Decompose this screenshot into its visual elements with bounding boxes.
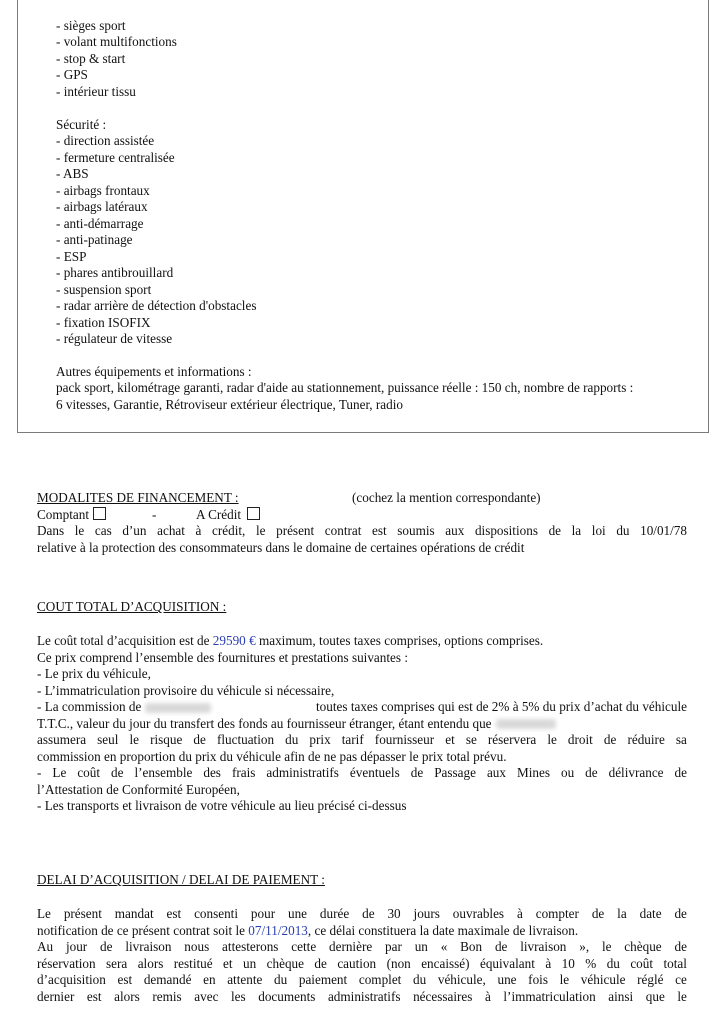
securite-item: - ESP bbox=[56, 249, 87, 264]
credit-checkbox[interactable] bbox=[247, 507, 260, 520]
delai-line: Au jour de livraison nous attesterons cette dernière par un « Bon de livraison », le chèque de bbox=[37, 939, 687, 954]
delai-line: réservation sera alors restitué et un chèque de caution (non encaissé) équivalant à 10 % du coût total bbox=[37, 955, 687, 971]
cout-text bbox=[37, 633, 687, 815]
securite-item: - airbags latéraux bbox=[56, 199, 148, 214]
cout-line bbox=[37, 699, 687, 716]
cout-text-part: maximum, toutes taxes comprises, options comprises. bbox=[255, 633, 544, 648]
comptant-checkbox[interactable] bbox=[93, 507, 106, 520]
equipment-item: - sièges sport bbox=[56, 18, 126, 33]
financement-note: (cochez la mention correspondante) bbox=[352, 490, 541, 505]
securite-item: - fixation ISOFIX bbox=[56, 315, 151, 330]
securite-item: - régulateur de vitesse bbox=[56, 331, 173, 346]
cout-line: commission en proportion du prix du véhicule afin de ne pas dépasser le prix total prévu. bbox=[37, 748, 507, 764]
securite-item: - anti-démarrage bbox=[56, 216, 144, 231]
securite-item: - suspension sport bbox=[56, 282, 152, 297]
securite-item: - fermeture centralisée bbox=[56, 150, 175, 165]
cout-line bbox=[37, 633, 687, 650]
financement-line: Dans le cas d’un achat à crédit, le présent contrat est soumis aux dispositions de la loi du 10/01/78 bbox=[37, 523, 687, 538]
delai-line: dernier est alors remis avec les documents administratifs nécessaires à l’immatriculation ainsi que le bbox=[37, 988, 687, 1004]
autres-heading: Autres équipements et informations : bbox=[56, 364, 252, 379]
delai-line bbox=[37, 923, 687, 940]
cout-line: - Le prix du véhicule, bbox=[37, 666, 151, 681]
cout-text-part: T.T.C., valeur du jour du transfert des fonds au fournisseur étranger, étant entendu que bbox=[37, 715, 492, 731]
autres-line: 6 vitesses, Garantie, Rétroviseur extérieur électrique, Tuner, radio bbox=[56, 397, 404, 412]
cout-line: assumera seul le risque de fluctuation du prix tarif fournisseur et se réservera le droit de réduire sa bbox=[37, 732, 687, 747]
financement-line: relative à la protection des consommateurs dans le domaine de certaines opérations de crédit bbox=[37, 539, 525, 555]
delai-text bbox=[37, 906, 687, 1005]
financement-options bbox=[37, 507, 242, 523]
autres-line: pack sport, kilométrage garanti, radar d'aide au stationnement, puissance réelle : 150 ch, nombre de rapports : bbox=[56, 380, 634, 395]
delai-line: Le présent mandat est consenti pour une durée de 30 jours ouvrables à compter de la date de bbox=[37, 906, 687, 921]
equipment-item: - GPS bbox=[56, 67, 88, 82]
cout-text-part: - La commission de bbox=[37, 699, 142, 714]
securite-item: - anti-patinage bbox=[56, 232, 133, 247]
delai-text-part: notification de ce présent contrat soit le bbox=[37, 922, 249, 938]
cout-line: - Les transports et livraison de votre véhicule au lieu précisé ci-dessus bbox=[37, 798, 407, 813]
cout-line: - Le coût de l’ensemble des frais administratifs éventuels de Passage aux Mines ou de délivrance de bbox=[37, 765, 687, 780]
notification-date: 07/11/2013 bbox=[248, 922, 308, 938]
financement-text bbox=[37, 523, 687, 556]
cout-text-part: toutes taxes comprises qui est de 2% à 5% du prix d’achat du véhicule bbox=[316, 699, 687, 714]
cout-heading-row bbox=[37, 599, 226, 615]
delai-text-part: , ce délai constituera la date maximale de livraison. bbox=[307, 922, 579, 938]
redacted-name bbox=[145, 703, 211, 713]
delai-line: d’acquisition est demandé en attente du paiement complet du véhicule, une fois le véhicule réglé ce bbox=[37, 972, 687, 987]
financement-heading: MODALITES DE FINANCEMENT : bbox=[37, 490, 239, 505]
total-price: 29590 € bbox=[212, 633, 256, 648]
cout-text-part: Le coût total d’acquisition est de bbox=[37, 633, 213, 648]
securite-item: - radar arrière de détection d'obstacles bbox=[56, 298, 257, 313]
cout-line: Ce prix comprend l’ensemble des fournitures et prestations suivantes : bbox=[37, 649, 408, 665]
option-separator: - bbox=[152, 507, 157, 522]
cout-line bbox=[37, 716, 687, 733]
securite-item: - ABS bbox=[56, 166, 89, 181]
cout-heading: COUT TOTAL D’ACQUISITION : bbox=[37, 599, 227, 614]
credit-option bbox=[196, 507, 260, 523]
redacted-name bbox=[496, 719, 556, 729]
securite-heading: Sécurité : bbox=[56, 117, 107, 132]
equipment-item: - stop & start bbox=[56, 51, 126, 66]
cout-line: - L’immatriculation provisoire du véhicule si nécessaire, bbox=[37, 682, 335, 698]
credit-label: A Crédit bbox=[196, 507, 242, 522]
cout-line: l’Attestation de Conformité Européen, bbox=[37, 781, 240, 797]
securite-item: - phares antibrouillard bbox=[56, 265, 174, 280]
equipment-item: - volant multifonctions bbox=[56, 34, 177, 49]
securite-item: - direction assistée bbox=[56, 133, 155, 148]
delai-heading: DELAI D’ACQUISITION / DELAI DE PAIEMENT : bbox=[37, 872, 325, 887]
equipment-item: - intérieur tissu bbox=[56, 84, 136, 99]
delai-heading-row bbox=[37, 872, 325, 888]
financement-heading-row bbox=[37, 490, 541, 506]
securite-item: - airbags frontaux bbox=[56, 183, 150, 198]
comptant-label: Comptant bbox=[37, 507, 90, 522]
